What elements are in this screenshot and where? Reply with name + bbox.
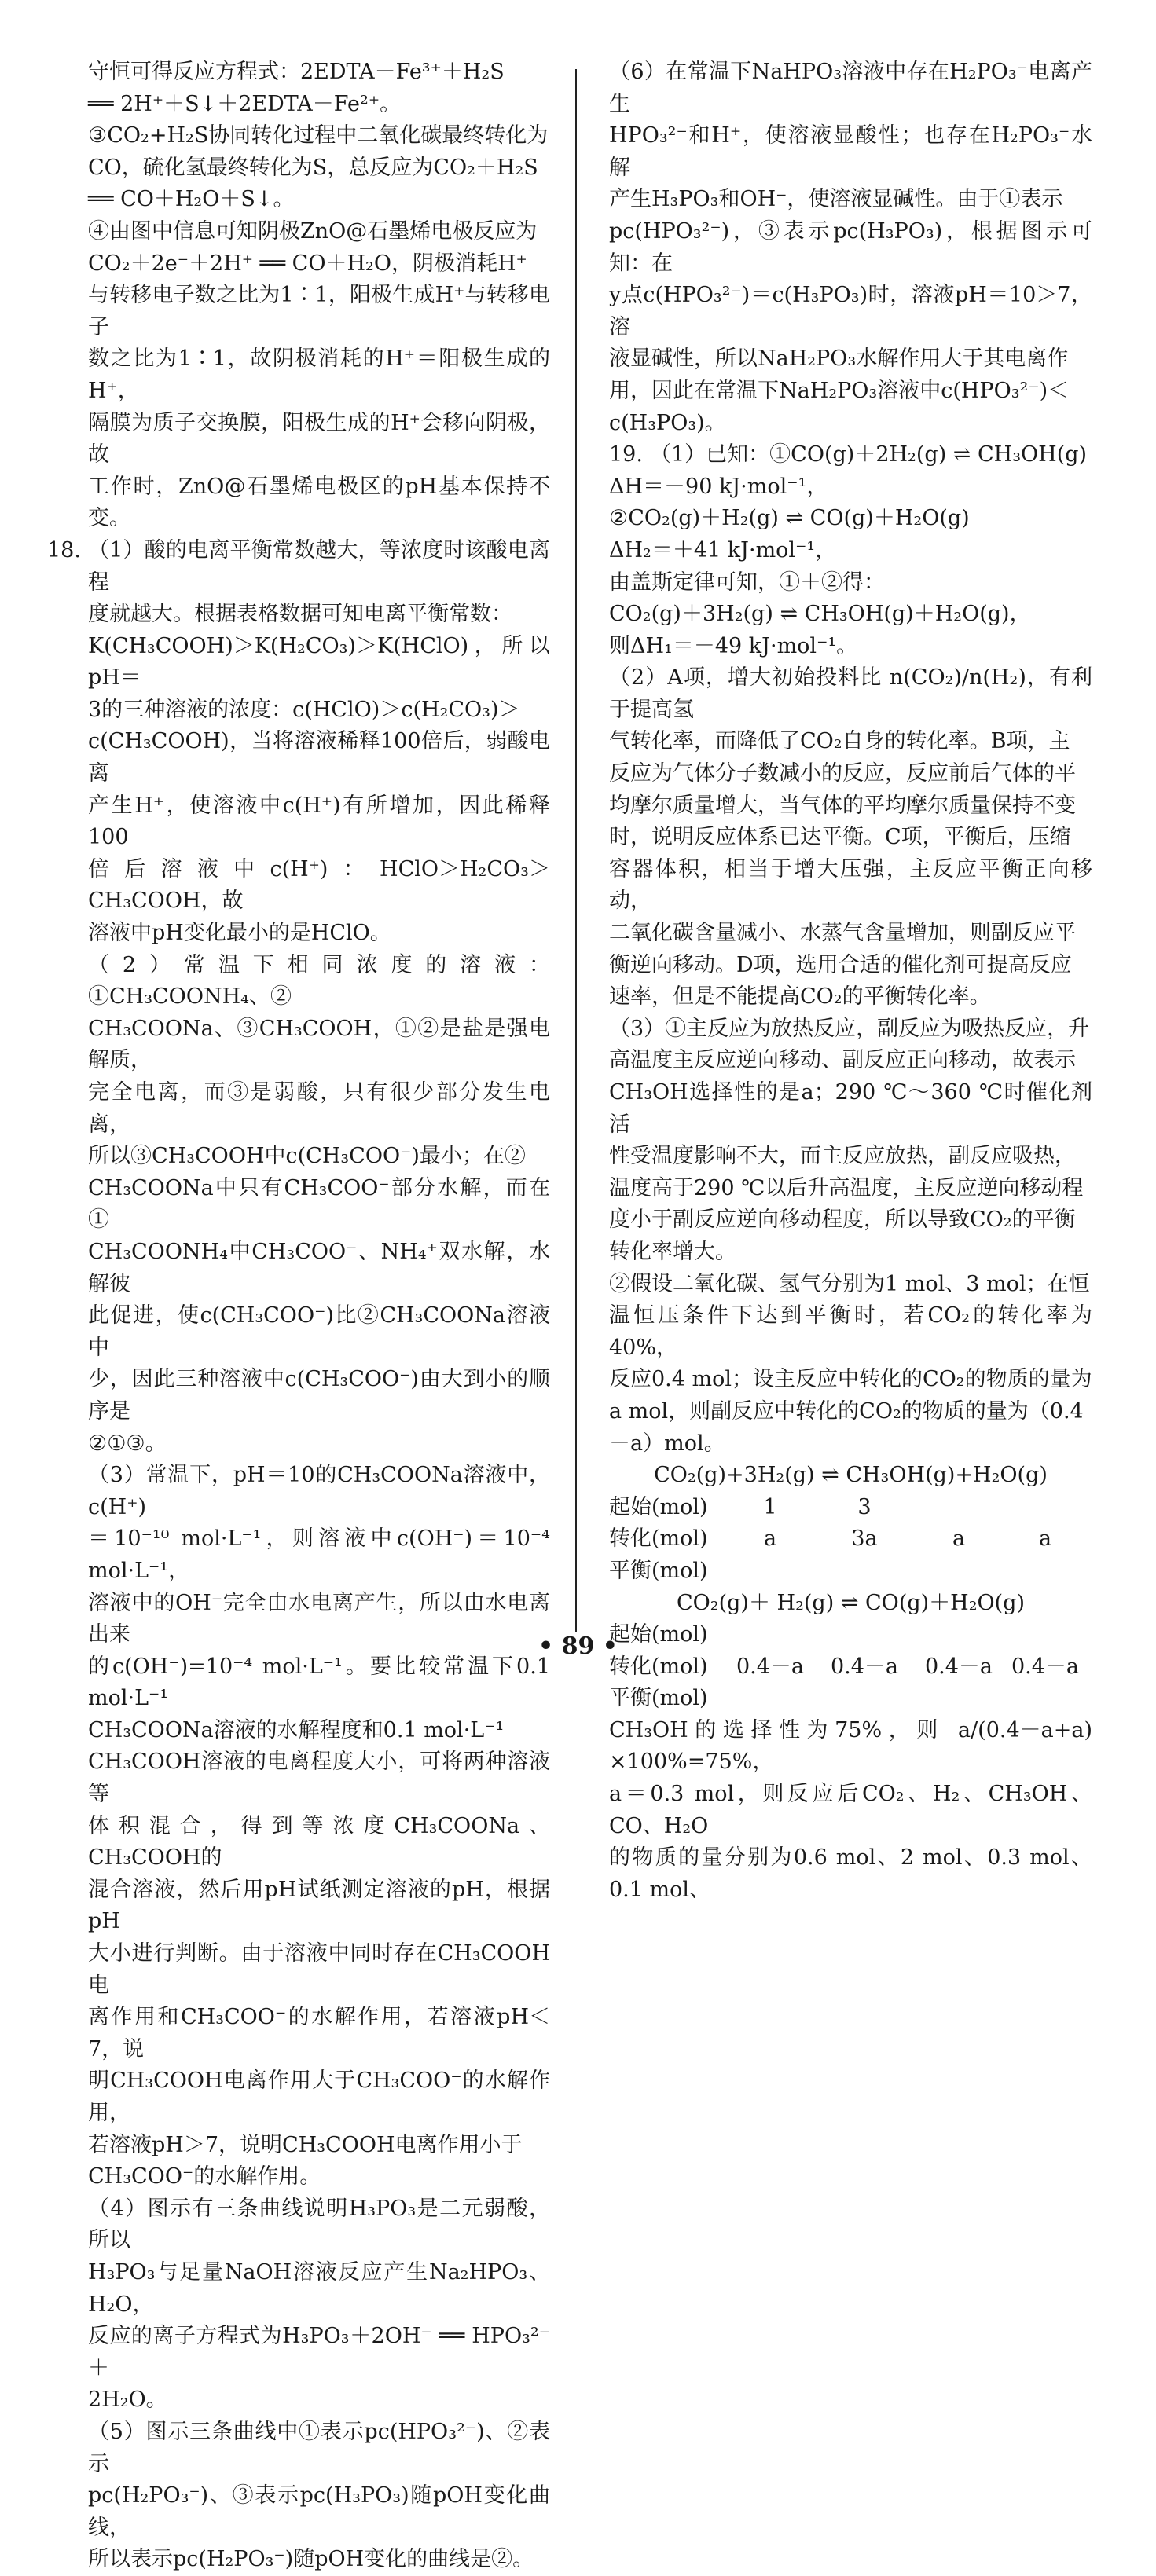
- text-line: [47, 918, 550, 950]
- line-text: （3）①主反应为放热反应，副反应为吸热反应，升: [609, 1016, 1090, 1041]
- line-text: ＝10⁻¹⁰ mol·L⁻¹，则溶液中c(OH⁻)＝10⁻⁴ mol·L⁻¹，: [88, 1526, 550, 1583]
- line-text: CH₃COONH₄中CH₃COO⁻、NH₄⁺双水解，水解彼: [88, 1239, 550, 1296]
- page-number: • 89 •: [538, 1632, 618, 1660]
- ice-table-cell: [1002, 1492, 1088, 1524]
- column-divider: [575, 69, 577, 1632]
- line-text: 数之比为1∶1，故阴极消耗的H⁺＝阳极生成的H⁺，: [88, 346, 550, 403]
- line-text: a＝0.3 mol，则反应后CO₂、H₂、CH₃OH、CO、H₂O: [609, 1782, 1092, 1838]
- line-text: 气转化率，而降低了CO₂自身的转化率。B项，主: [609, 729, 1070, 754]
- text-line: [47, 726, 550, 790]
- text-line: [609, 822, 1092, 854]
- line-text: ②①③。: [88, 1431, 167, 1456]
- text-line: [609, 631, 1092, 663]
- text-line: [47, 1523, 550, 1587]
- line-text: pc(H₂PO₃⁻)、③表示pc(H₃PO₃)随pOH变化曲线，: [88, 2483, 550, 2540]
- text-line: [609, 1396, 1092, 1428]
- text-line: [47, 950, 550, 1013]
- ice-table-cell: 0.4－a: [830, 1654, 899, 1679]
- line-text: 衡逆向移动。D项，选用合适的催化剂可提高反应: [609, 952, 1072, 977]
- text-line: [47, 1938, 550, 2002]
- ice-table-cell: [1002, 1683, 1088, 1715]
- text-line: [609, 1842, 1092, 1906]
- line-text: 速率，但是不能提高CO₂的平衡转化率。: [609, 984, 991, 1010]
- text-line: [609, 343, 1092, 376]
- ice-table-row: [609, 1683, 1092, 1715]
- ice-table-cell: [916, 1683, 1002, 1715]
- line-text: ΔH＝－90 kJ·mol⁻¹，: [609, 474, 828, 499]
- line-text: 所以表示pc(H₂PO₃⁻)随pOH变化的曲线是②。: [88, 2547, 534, 2572]
- text-line: [47, 57, 550, 89]
- text-line: [609, 471, 1092, 504]
- line-text: 由盖斯定律可知，①＋②得：: [609, 570, 885, 595]
- line-text: 的c(OH⁻)=10⁻⁴ mol·L⁻¹。要比较常温下0.1 mol·L⁻¹: [88, 1654, 550, 1711]
- ice-table-cell: 3a: [851, 1526, 878, 1552]
- line-text: （4）图示有三条曲线说明H₃PO₃是二元弱酸，所以: [88, 2196, 550, 2253]
- line-text: 转化率增大。: [609, 1239, 736, 1264]
- line-text: c(H₃PO₃)。: [609, 410, 726, 435]
- text-line: [609, 1428, 1092, 1460]
- text-line: [609, 408, 1092, 440]
- ice-table-cell: a: [763, 1526, 777, 1552]
- line-text: 少，因此三种溶液中c(CH₃COO⁻)由大到小的顺序是: [88, 1367, 550, 1424]
- line-text: 用，因此在常温下NaH₂PO₃溶液中c(HPO₃²⁻)＜: [609, 378, 1070, 403]
- ice-table-cell: 0.4－a: [1011, 1654, 1080, 1679]
- ice-table-cell: 平衡(mol): [609, 1686, 708, 1711]
- text-line: [47, 1077, 550, 1141]
- ice-table-cell: 起始(mol): [609, 1494, 708, 1519]
- text-line: [47, 1460, 550, 1523]
- line-text: 度小于副反应逆向移动程度，所以导致CO₂的平衡: [609, 1207, 1076, 1233]
- line-text: 2H₂O。: [88, 2387, 167, 2413]
- text-line: [47, 2130, 550, 2162]
- text-line: [47, 2065, 550, 2129]
- text-line: [609, 1364, 1092, 1396]
- line-text: 产生H₃PO₃和OH⁻，使溶液显碱性。由于①表示: [609, 187, 1063, 212]
- text-line: [47, 1746, 550, 1810]
- ice-table-cell: [727, 1555, 813, 1588]
- text-line: [47, 184, 550, 216]
- line-text: 离作用和CH₃COO⁻的水解作用，若溶液pH＜7，说: [88, 2005, 550, 2061]
- line-text: K(CH₃COOH)＞K(H₂CO₃)＞K(HClO)，所以pH＝: [88, 633, 550, 691]
- line-text: 守恒可得反应方程式：2EDTA－Fe³⁺＋H₂S: [88, 60, 505, 84]
- line-text: CH₃COOH溶液的电离程度大小，可将两种溶液等: [88, 1750, 550, 1807]
- text-line: [609, 57, 1092, 120]
- text-line: [47, 280, 550, 343]
- text-line: [609, 758, 1092, 790]
- line-text: 混合溶液，然后用pH试纸测定溶液的pH，根据pH: [88, 1877, 550, 1934]
- text-line: [609, 1141, 1092, 1173]
- line-text: ══ 2H⁺＋S↓＋2EDTA－Fe²⁺。: [88, 91, 402, 116]
- line-text: CH₃COONa溶液的水解程度和0.1 mol·L⁻¹: [88, 1717, 505, 1742]
- line-text: （3）常温下，pH＝10的CH₃COONa溶液中，c(H⁺): [88, 1463, 550, 1519]
- text-line: [47, 2002, 550, 2065]
- line-text: 产生H⁺，使溶液中c(H⁺)有所增加，因此稀释100: [88, 793, 550, 850]
- line-text: CO，硫化氢最终转化为S，总反应为CO₂＋H₂S: [88, 155, 538, 180]
- line-text: 高温度主反应逆向移动、副反应正向移动，故表示: [609, 1048, 1076, 1073]
- text-line: [609, 950, 1092, 982]
- line-text: CO₂(g)＋3H₂(g) ⇌ CH₃OH(g)＋H₂O(g)，: [609, 602, 1031, 627]
- line-text: 倍后溶液中c(H⁺)：HClO＞H₂CO₃＞CH₃COOH，故: [88, 856, 550, 914]
- line-text: 的物质的量分别为0.6 mol、2 mol、0.3 mol、0.1 mol、: [609, 1845, 1092, 1902]
- text-line: [47, 89, 550, 121]
- text-line: [47, 152, 550, 185]
- line-text: 度就越大。根据表格数据可知电离平衡常数：: [88, 602, 512, 627]
- text-line: [609, 503, 1092, 535]
- text-line: [47, 599, 550, 631]
- text-line: [609, 1779, 1092, 1842]
- text-line: [609, 1269, 1092, 1301]
- text-line: [47, 535, 550, 599]
- left-column: [47, 57, 550, 2576]
- text-line: [609, 280, 1092, 343]
- line-text: CO₂＋2e⁻＋2H⁺ ══ CO＋H₂O，阴极消耗H⁺: [88, 251, 527, 276]
- line-text: CH₃COONa中只有CH₃COO⁻部分水解，而在①: [88, 1175, 550, 1233]
- line-text: （6）在常温下NaHPO₃溶液中存在H₂PO₃⁻电离产生: [609, 60, 1092, 116]
- text-line: [47, 1651, 550, 1715]
- ice-table-row: [609, 1492, 1092, 1524]
- line-text: a mol，则副反应中转化的CO₂的物质的量为（0.4: [609, 1398, 1084, 1424]
- line-text: 完全电离，而③是弱酸，只有很少部分发生电离，: [88, 1080, 550, 1137]
- text-line: [47, 1173, 550, 1237]
- line-text: CH₃OH选择性的是a；290 ℃～360 ℃时催化剂活: [609, 1080, 1092, 1137]
- line-text: ④由图中信息可知阴极ZnO@石墨烯电极反应为: [88, 218, 538, 244]
- ice-table-cell: 1: [763, 1494, 777, 1519]
- line-text: ══ CO＋H₂O＋S↓。: [88, 187, 295, 212]
- text-line: [609, 1077, 1092, 1141]
- line-text: 均摩尔质量增大，当气体的平均摩尔质量保持不变: [609, 793, 1076, 818]
- ice-table-cell: [813, 1555, 916, 1588]
- line-text: CH₃COONa、③CH₃COOH，①②是盐是强电解质，: [88, 1016, 550, 1073]
- text-line: [609, 1045, 1092, 1077]
- line-text: 此促进，使c(CH₃COO⁻)比②CH₃COONa溶液中: [88, 1303, 550, 1360]
- text-line: [609, 981, 1092, 1013]
- text-line: [47, 2480, 550, 2544]
- text-line: [609, 567, 1092, 599]
- line-text: 温度高于290 ℃以后升高温度，主反应逆向移动程: [609, 1175, 1084, 1200]
- right-column: [609, 57, 1092, 1906]
- line-text: ③CO₂+H₂S协同转化过程中二氧化碳最终转化为: [88, 123, 549, 148]
- line-text: CH₃OH的选择性为75%，则 a/(0.4－a+a) ×100%=75%，: [609, 1717, 1092, 1775]
- text-line: [47, 120, 550, 152]
- line-text: （1）酸的电离平衡常数越大，等浓度时该酸电离程: [88, 537, 550, 595]
- ice-table-cell: [813, 1683, 916, 1715]
- text-line: [47, 2417, 550, 2480]
- line-text: 大小进行判断。由于溶液中同时存在CH₃COOH电: [88, 1941, 550, 1998]
- ice-table-row: [609, 1523, 1092, 1555]
- line-text: （2）A项，增大初始投料比 n(CO₂)/n(H₂)，有利于提高氢: [609, 665, 1092, 722]
- text-line: [47, 216, 550, 248]
- text-line: [47, 1874, 550, 1938]
- text-line: [47, 1364, 550, 1427]
- text-line: [609, 854, 1092, 918]
- ice-table-cell: [727, 1683, 813, 1715]
- text-line: [47, 2193, 550, 2257]
- line-text: （5）图示三条曲线中①表示pc(HPO₃²⁻)、②表示: [88, 2419, 550, 2476]
- line-text: （2）常温下相同浓度的溶液：①CH₃COONH₄、②: [88, 952, 550, 1010]
- line-text: 性受温度影响不大，而主反应放热，副反应吸热，: [609, 1144, 1076, 1169]
- line-text: 明CH₃COOH电离作用大于CH₃COO⁻的水解作用，: [88, 2068, 550, 2125]
- text-line: [47, 2321, 550, 2384]
- text-line: [47, 1811, 550, 1874]
- text-line: [47, 1300, 550, 1364]
- text-line: [609, 790, 1092, 823]
- line-text: ΔH₂＝＋41 kJ·mol⁻¹，: [609, 537, 837, 562]
- ice-table-cell: 0.4－a: [924, 1654, 993, 1679]
- text-line: [47, 790, 550, 854]
- line-text: 若溶液pH＞7，说明CH₃COOH电离作用小于: [88, 2132, 523, 2157]
- line-text: 体积混合，得到等浓度CH₃COONa、CH₃COOH的: [88, 1813, 550, 1871]
- text-line: [47, 1715, 550, 1747]
- text-line: [609, 918, 1092, 950]
- text-line: [609, 120, 1092, 184]
- ice-table-cell: a: [1038, 1526, 1052, 1552]
- line-text: 液显碱性，所以NaH₂PO₃水解作用大于其电离作: [609, 346, 1069, 372]
- line-text: H₃PO₃与足量NaOH溶液反应产生Na₂HPO₃、H₂O，: [88, 2259, 550, 2317]
- text-line: [609, 1300, 1092, 1364]
- text-line: [47, 248, 550, 280]
- line-text: ②CO₂(g)＋H₂(g) ⇌ CO(g)＋H₂O(g): [609, 506, 970, 531]
- line-text: （1）已知：①CO(g)＋2H₂(g) ⇌ CH₃OH(g): [650, 442, 1088, 467]
- ice-table-cell: [916, 1492, 1002, 1524]
- ice-table-cell: [1002, 1555, 1088, 1588]
- equation-line: CO₂(g)+3H₂(g) ⇌ CH₃OH(g)+H₂O(g): [654, 1463, 1048, 1488]
- line-text: CH₃COO⁻的水解作用。: [88, 2164, 321, 2189]
- line-text: 反应的离子方程式为H₃PO₃＋2OH⁻ ══ HPO₃²⁻＋: [88, 2324, 550, 2380]
- text-line: [609, 216, 1092, 280]
- text-line: [47, 343, 550, 407]
- text-line: [609, 662, 1092, 726]
- text-line: [47, 1428, 550, 1460]
- line-text: y点c(HPO₃²⁻)＝c(H₃PO₃)时，溶液pH＝10＞7，溶: [609, 283, 1092, 339]
- text-line: [47, 2544, 550, 2576]
- ice-table-cell: 转化(mol): [609, 1526, 708, 1552]
- equation-line: CO₂(g)＋ H₂(g) ⇌ CO(g)＋H₂O(g): [676, 1590, 1026, 1615]
- line-text: c(CH₃COOH)，当将溶液稀释100倍后，弱酸电离: [88, 729, 550, 786]
- text-line: [47, 1141, 550, 1173]
- line-text: 时，说明反应体系已达平衡。C项，平衡后，压缩: [609, 825, 1071, 850]
- line-text: 3的三种溶液的浓度：c(HClO)＞c(H₂CO₃)＞: [88, 697, 520, 722]
- line-text: 溶液中的OH⁻完全由水电离产生，所以由水电离出来: [88, 1590, 550, 1647]
- line-text: 工作时，ZnO@石墨烯电极区的pH基本保持不变。: [88, 474, 550, 531]
- text-line: [609, 535, 1092, 567]
- text-line: [47, 2384, 550, 2417]
- line-text: 反应0.4 mol；设主反应中转化的CO₂的物质的量为: [609, 1367, 1092, 1392]
- ice-table-row: [609, 1555, 1092, 1588]
- text-line: [47, 2257, 550, 2321]
- text-line: [609, 184, 1092, 216]
- text-line: [609, 1715, 1092, 1779]
- text-line: [609, 1013, 1092, 1046]
- ice-table-cell: a: [952, 1526, 966, 1552]
- text-line: [47, 631, 550, 694]
- line-text: 所以③CH₃COOH中c(CH₃COO⁻)最小；在②: [88, 1144, 526, 1169]
- ice-table-cell: [916, 1555, 1002, 1588]
- line-text: ②假设二氧化碳、氢气分别为1 mol、3 mol；在恒: [609, 1271, 1090, 1296]
- ice-table-cell: 0.4－a: [736, 1654, 805, 1679]
- line-text: 容器体积，相当于增大压强，主反应平衡正向移动，: [609, 856, 1092, 914]
- ice-table-cell: 转化(mol): [609, 1654, 708, 1679]
- ice-table-cell: 3: [857, 1494, 872, 1519]
- text-line: [609, 1237, 1092, 1269]
- text-line: [609, 726, 1092, 758]
- ice-table-cell: 平衡(mol): [609, 1558, 708, 1583]
- text-line: [47, 471, 550, 535]
- line-text: 二氧化碳含量减小、水蒸气含量增加，则副反应平: [609, 921, 1076, 946]
- text-line: [609, 599, 1092, 631]
- text-line: [47, 408, 550, 471]
- text-line: [47, 1237, 550, 1300]
- line-text: HPO₃²⁻和H⁺，使溶液显酸性；也存在H₂PO₃⁻水解: [609, 123, 1092, 180]
- line-text: pc(HPO₃²⁻)，③表示pc(H₃PO₃)，根据图示可知：在: [609, 218, 1093, 276]
- text-line: [609, 376, 1092, 408]
- ice-table-cell: 起始(mol): [609, 1622, 708, 1647]
- text-line: [47, 694, 550, 727]
- text-line: [609, 439, 1092, 471]
- text-line: [609, 1173, 1092, 1205]
- text-line: [47, 1013, 550, 1077]
- line-text: 反应为气体分子数减小的反应，反应前后气体的平: [609, 761, 1076, 786]
- line-text: 与转移电子数之比为1∶1，阳极生成H⁺与转移电子: [88, 283, 550, 339]
- line-text: －a）mol。: [609, 1431, 725, 1456]
- line-text: 温恒压条件下达到平衡时，若CO₂的转化率为40%，: [609, 1303, 1092, 1360]
- text-line: [609, 1204, 1092, 1237]
- question-number: 18.: [47, 537, 81, 562]
- line-text: 隔膜为质子交换膜，阳极生成的H⁺会移向阴极，故: [88, 410, 550, 467]
- text-line: [47, 854, 550, 918]
- line-text: 则ΔH₁＝－49 kJ·mol⁻¹。: [609, 633, 858, 658]
- line-text: 溶液中pH变化最小的是HClO。: [88, 921, 391, 946]
- text-line: [47, 2161, 550, 2193]
- question-number: 19.: [609, 442, 643, 467]
